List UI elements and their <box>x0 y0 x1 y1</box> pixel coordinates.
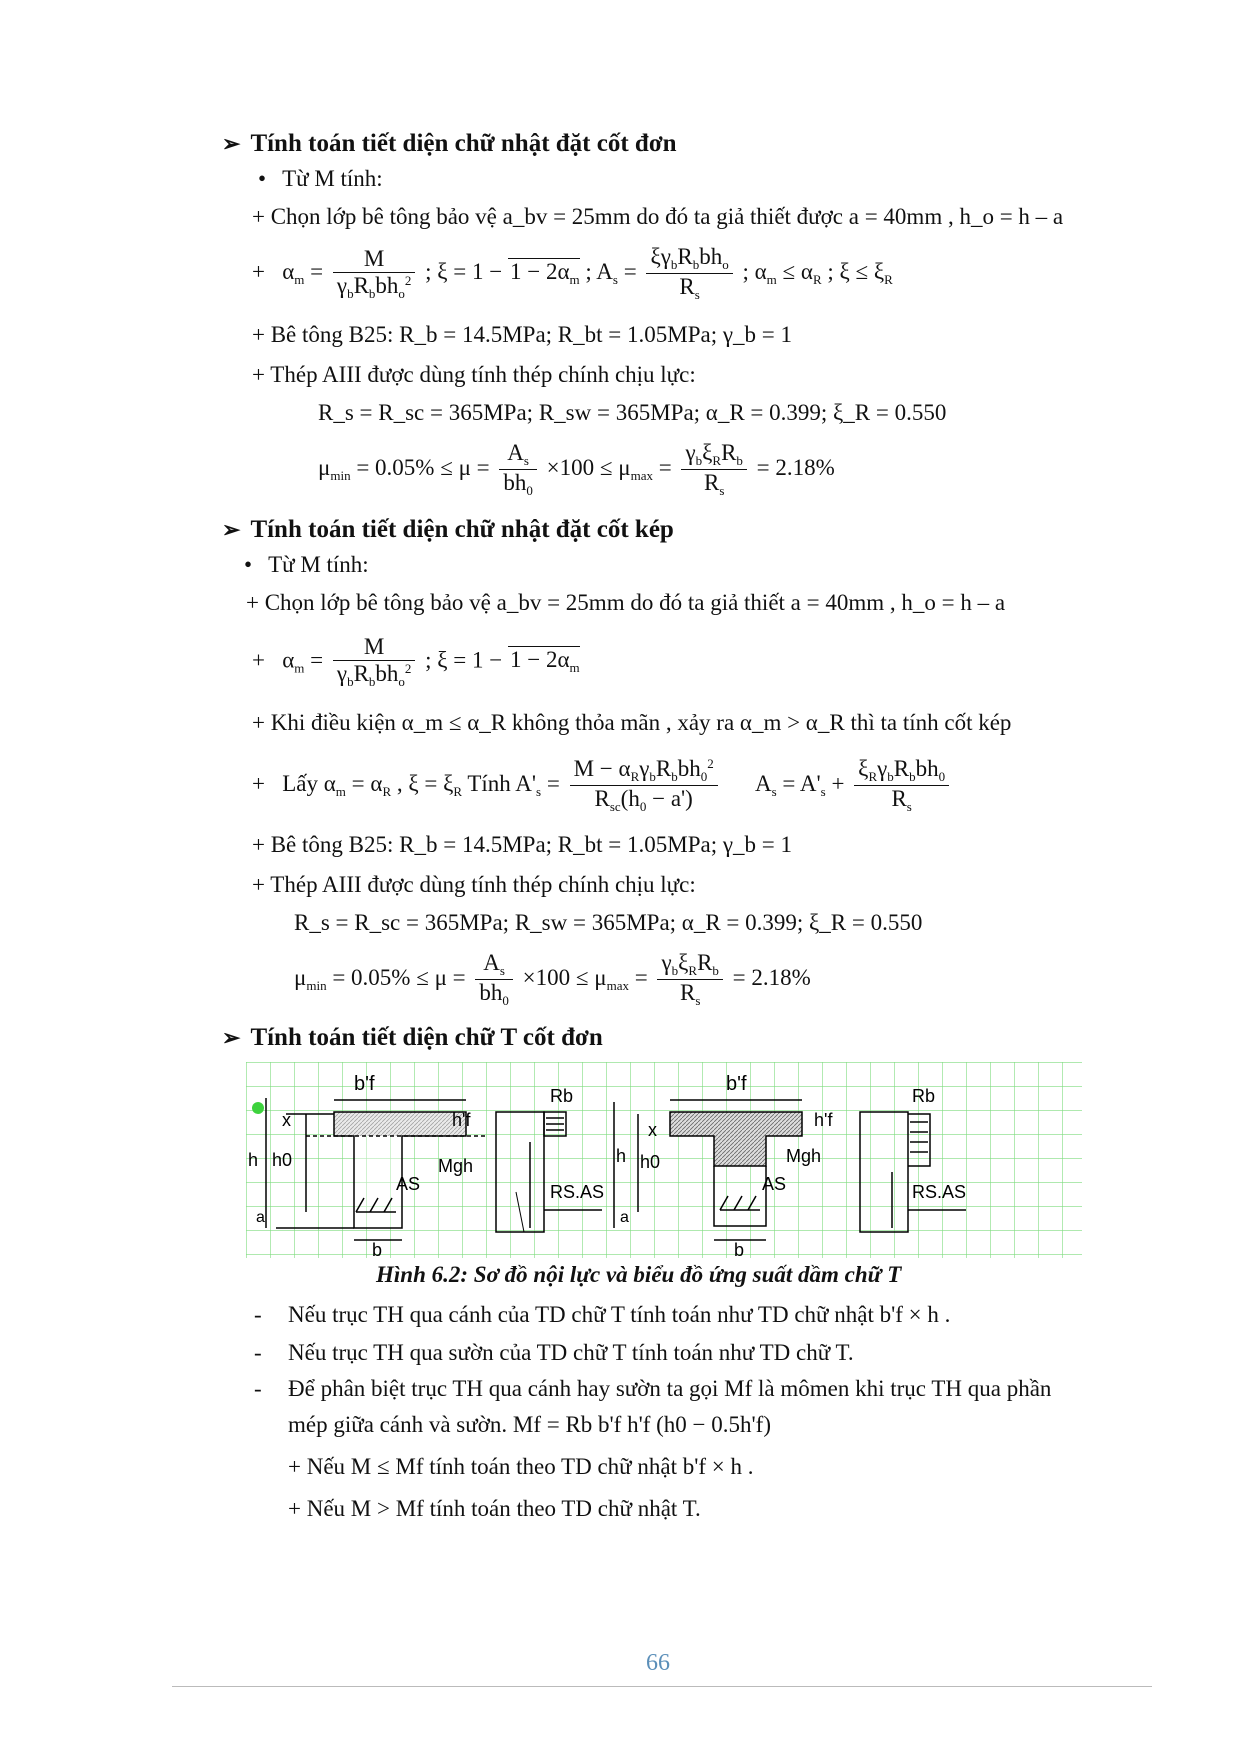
list-item: - Nếu trục TH qua cánh của TD chữ T tính toán như TD chữ nhật b'f × h . <box>254 1302 951 1327</box>
section2-mu: $\mu_{min} = 0.05\% \le \mu$ = $\frac{A_s}{bh_0}$ $\times 100 \le \mu_{max}$ = $\frac{\gamma_b\xi_RR_b}{R_s}$ = 2.18% <box>294 950 811 1008</box>
label-a-right: a <box>620 1209 629 1226</box>
section1-steel-values: R_s = R_sc = 365MPa; R_sw = 365MPa; α_R = 0.399; ξ_R = 0.550 <box>318 400 947 425</box>
section1-heading: ➢ Tính toán tiết diện chữ nhật đặt cốt đơn <box>222 130 677 157</box>
arrow-bullet-icon: ➢ <box>222 517 241 542</box>
label-as-right: AS <box>762 1174 787 1194</box>
label-as-left: AS <box>396 1174 421 1194</box>
label-a-left: a <box>256 1209 265 1226</box>
list-item-continuation: mép giữa cánh và sườn. Mf = Rb b'f h'f (h0 − 0.5h'f) <box>288 1412 771 1437</box>
section1-concrete: + Bê tông B25: R_b = 14.5MPa; R_bt = 1.05MPa; γ_b = 1 <box>252 322 792 347</box>
label-bf-right: b'f <box>726 1073 747 1095</box>
page-number: 66 <box>646 1650 670 1676</box>
section2-heading: ➢ Tính toán tiết diện chữ nhật đặt cốt kép <box>222 516 674 543</box>
label-hf-left: h'f <box>452 1110 471 1130</box>
section1-steel: + Thép AIII được dùng tính thép chính chịu lực: <box>252 362 696 387</box>
section2-formula-alpha: + $\alpha_m$ = $\frac{M}{\gamma_bR_bbh_o^2}$ ; $\xi = 1 - 1 - 2\alpha_m$ <box>252 634 580 689</box>
green-dot-marker <box>252 1102 264 1114</box>
label-b-left: b <box>372 1240 383 1258</box>
label-b-right: b <box>734 1240 745 1258</box>
figure-caption: Hình 6.2: Sơ đồ nội lực và biểu đồ ứng suất dầm chữ T <box>376 1262 902 1287</box>
footer-divider <box>172 1686 1152 1687</box>
sub-list-item: + Nếu M ≤ Mf tính toán theo TD chữ nhật b'f × h . <box>288 1454 754 1479</box>
section2-condition: + Khi điều kiện α_m ≤ α_R không thỏa mãn , xảy ra α_m > α_R thì ta tính cốt kép <box>252 710 1012 735</box>
list-item: - Để phân biệt trục TH qua cánh hay sườn ta gọi Mf là mômen khi trục TH qua phần <box>254 1376 1052 1401</box>
label-x-right: x <box>648 1120 657 1140</box>
sub-list-item: + Nếu M > Mf tính toán theo TD chữ nhật T. <box>288 1496 701 1521</box>
label-mgh-right: Mgh <box>786 1146 822 1166</box>
label-rsas-left: RS.AS <box>550 1182 605 1202</box>
list-item: - Nếu trục TH qua sườn của TD chữ T tính toán như TD chữ T. <box>254 1340 854 1365</box>
section2-cover-line: + Chọn lớp bê tông bảo vệ a_bv = 25mm do đó ta giả thiết a = 40mm , h_o = h – a <box>246 590 1006 615</box>
section3-heading: ➢ Tính toán tiết diện chữ T cốt đơn <box>222 1024 603 1051</box>
label-x-left: x <box>282 1110 291 1130</box>
section1-bullet: • Từ M tính: <box>258 166 383 191</box>
label-h0-left: h0 <box>272 1150 293 1170</box>
label-hf-right: h'f <box>814 1110 833 1130</box>
label-rsas-right: RS.AS <box>912 1182 967 1202</box>
section2-steel-values: R_s = R_sc = 365MPa; R_sw = 365MPa; α_R = 0.399; ξ_R = 0.550 <box>294 910 923 935</box>
label-bf-left: b'f <box>354 1073 375 1095</box>
section1-formula-alpha: + $\alpha_m$ = $\frac{M}{\gamma_bR_bbh_o^2}$ ; $\xi = 1 - 1 - 2\alpha_m$ ; $A_s$ = $\frac{\xi\gamma_bR_bbh_o}{R_s}$ ; $\alpha_m \le \alpha_R$ ; $\xi \le \xi_R$ <box>252 244 893 302</box>
dot-bullet-icon: • <box>258 166 267 191</box>
arrow-bullet-icon: ➢ <box>222 131 241 156</box>
section1-cover-line: + Chọn lớp bê tông bảo vệ a_bv = 25mm do đó ta giả thiết được a = 40mm , h_o = h – a <box>252 204 1064 229</box>
label-h-right: h <box>616 1146 627 1166</box>
label-h-left: h <box>248 1150 259 1170</box>
label-h0-right: h0 <box>640 1152 661 1172</box>
dot-bullet-icon: • <box>244 552 253 577</box>
label-mgh-left: Mgh <box>438 1156 474 1176</box>
section1-mu: $\mu_{min} = 0.05\% \le \mu$ = $\frac{A_s}{bh_0}$ $\times 100 \le \mu_{max}$ = $\frac{\gamma_b\xi_RR_b}{R_s}$ = 2.18% <box>318 440 835 498</box>
section2-take: + Lấy $\alpha_m = \alpha_R$ , $\xi = \xi_R$ Tính $A'_s$ = $\frac{M - \alpha_R\gamma_bR_bbh_0^2}{R_{sc}(h_0 - a')}$ $A_s = A'_s$ + $\frac{\xi_R\gamma_bR_bbh_0}{R_s}$ <box>252 756 953 815</box>
section2-concrete: + Bê tông B25: R_b = 14.5MPa; R_bt = 1.05MPa; γ_b = 1 <box>252 832 792 857</box>
t-beam-figure <box>246 1062 1082 1258</box>
label-rb-left: Rb <box>550 1086 574 1106</box>
label-rb-right: Rb <box>912 1086 936 1106</box>
section2-steel: + Thép AIII được dùng tính thép chính chịu lực: <box>252 872 696 897</box>
arrow-bullet-icon: ➢ <box>222 1025 241 1050</box>
section2-bullet: • Từ M tính: <box>244 552 369 577</box>
